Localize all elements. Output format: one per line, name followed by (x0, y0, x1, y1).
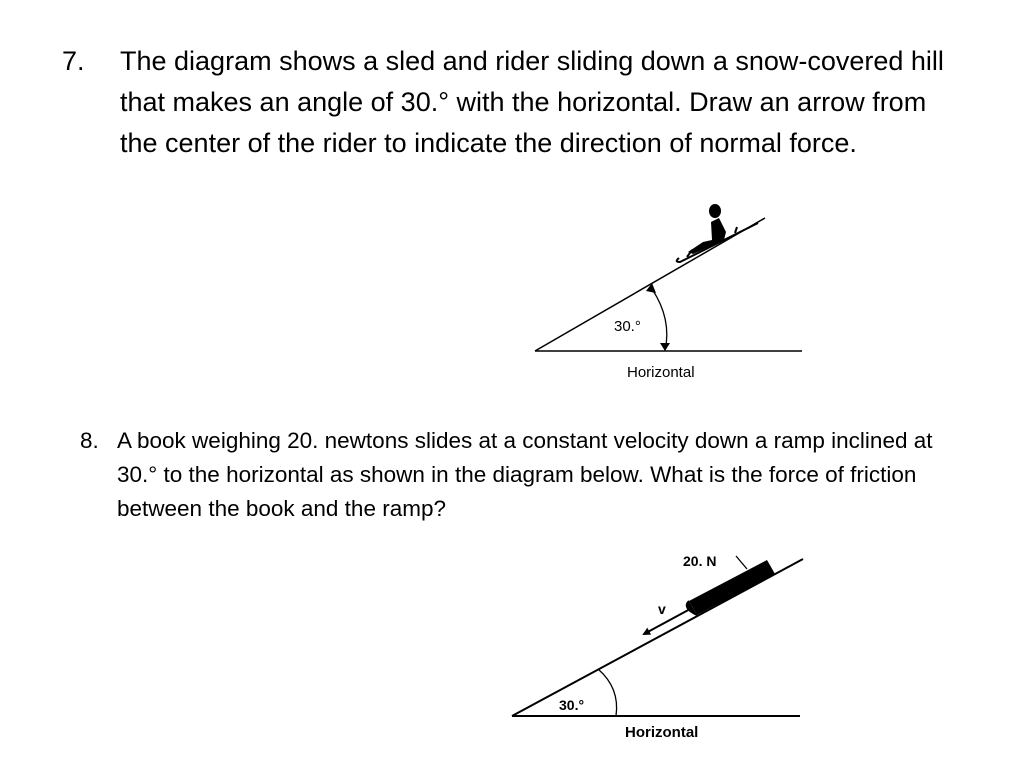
weight-leader-line (736, 556, 747, 569)
angle-arrowhead-top (646, 283, 656, 293)
sled-diagram (535, 204, 802, 381)
sled-horizontal-label: Horizontal (627, 364, 695, 381)
ramp-angle-label: 30.° (559, 697, 585, 713)
question-8-number: 8. (80, 428, 99, 453)
angle-arc (598, 669, 617, 716)
question-7-text: The diagram shows a sled and rider sliding down a snow-covered hill that makes an angle of 30.° with the horizontal. Draw an arrow from the center of the rider to indicate the direction of normal force. (120, 46, 944, 158)
question-8-text: A book weighing 20. newtons slides at a constant velocity down a ramp inclined at 30.° to the horizontal as shown in the diagram below. What is the force of friction between the book and the ramp? (117, 428, 933, 521)
angle-arc (652, 289, 667, 351)
velocity-label: v (658, 601, 666, 617)
book-diagram (512, 553, 803, 741)
sled-rider-icon (677, 204, 758, 262)
velocity-arrow (644, 608, 692, 634)
ramp-line (512, 559, 803, 716)
hill-slope-line (535, 218, 765, 351)
sled-angle-label: 30.° (614, 318, 641, 335)
ramp-horizontal-label: Horizontal (625, 724, 699, 741)
weight-label: 20. N (683, 553, 717, 569)
angle-arrowhead-bottom (660, 343, 670, 351)
question-7-number: 7. (62, 46, 85, 76)
